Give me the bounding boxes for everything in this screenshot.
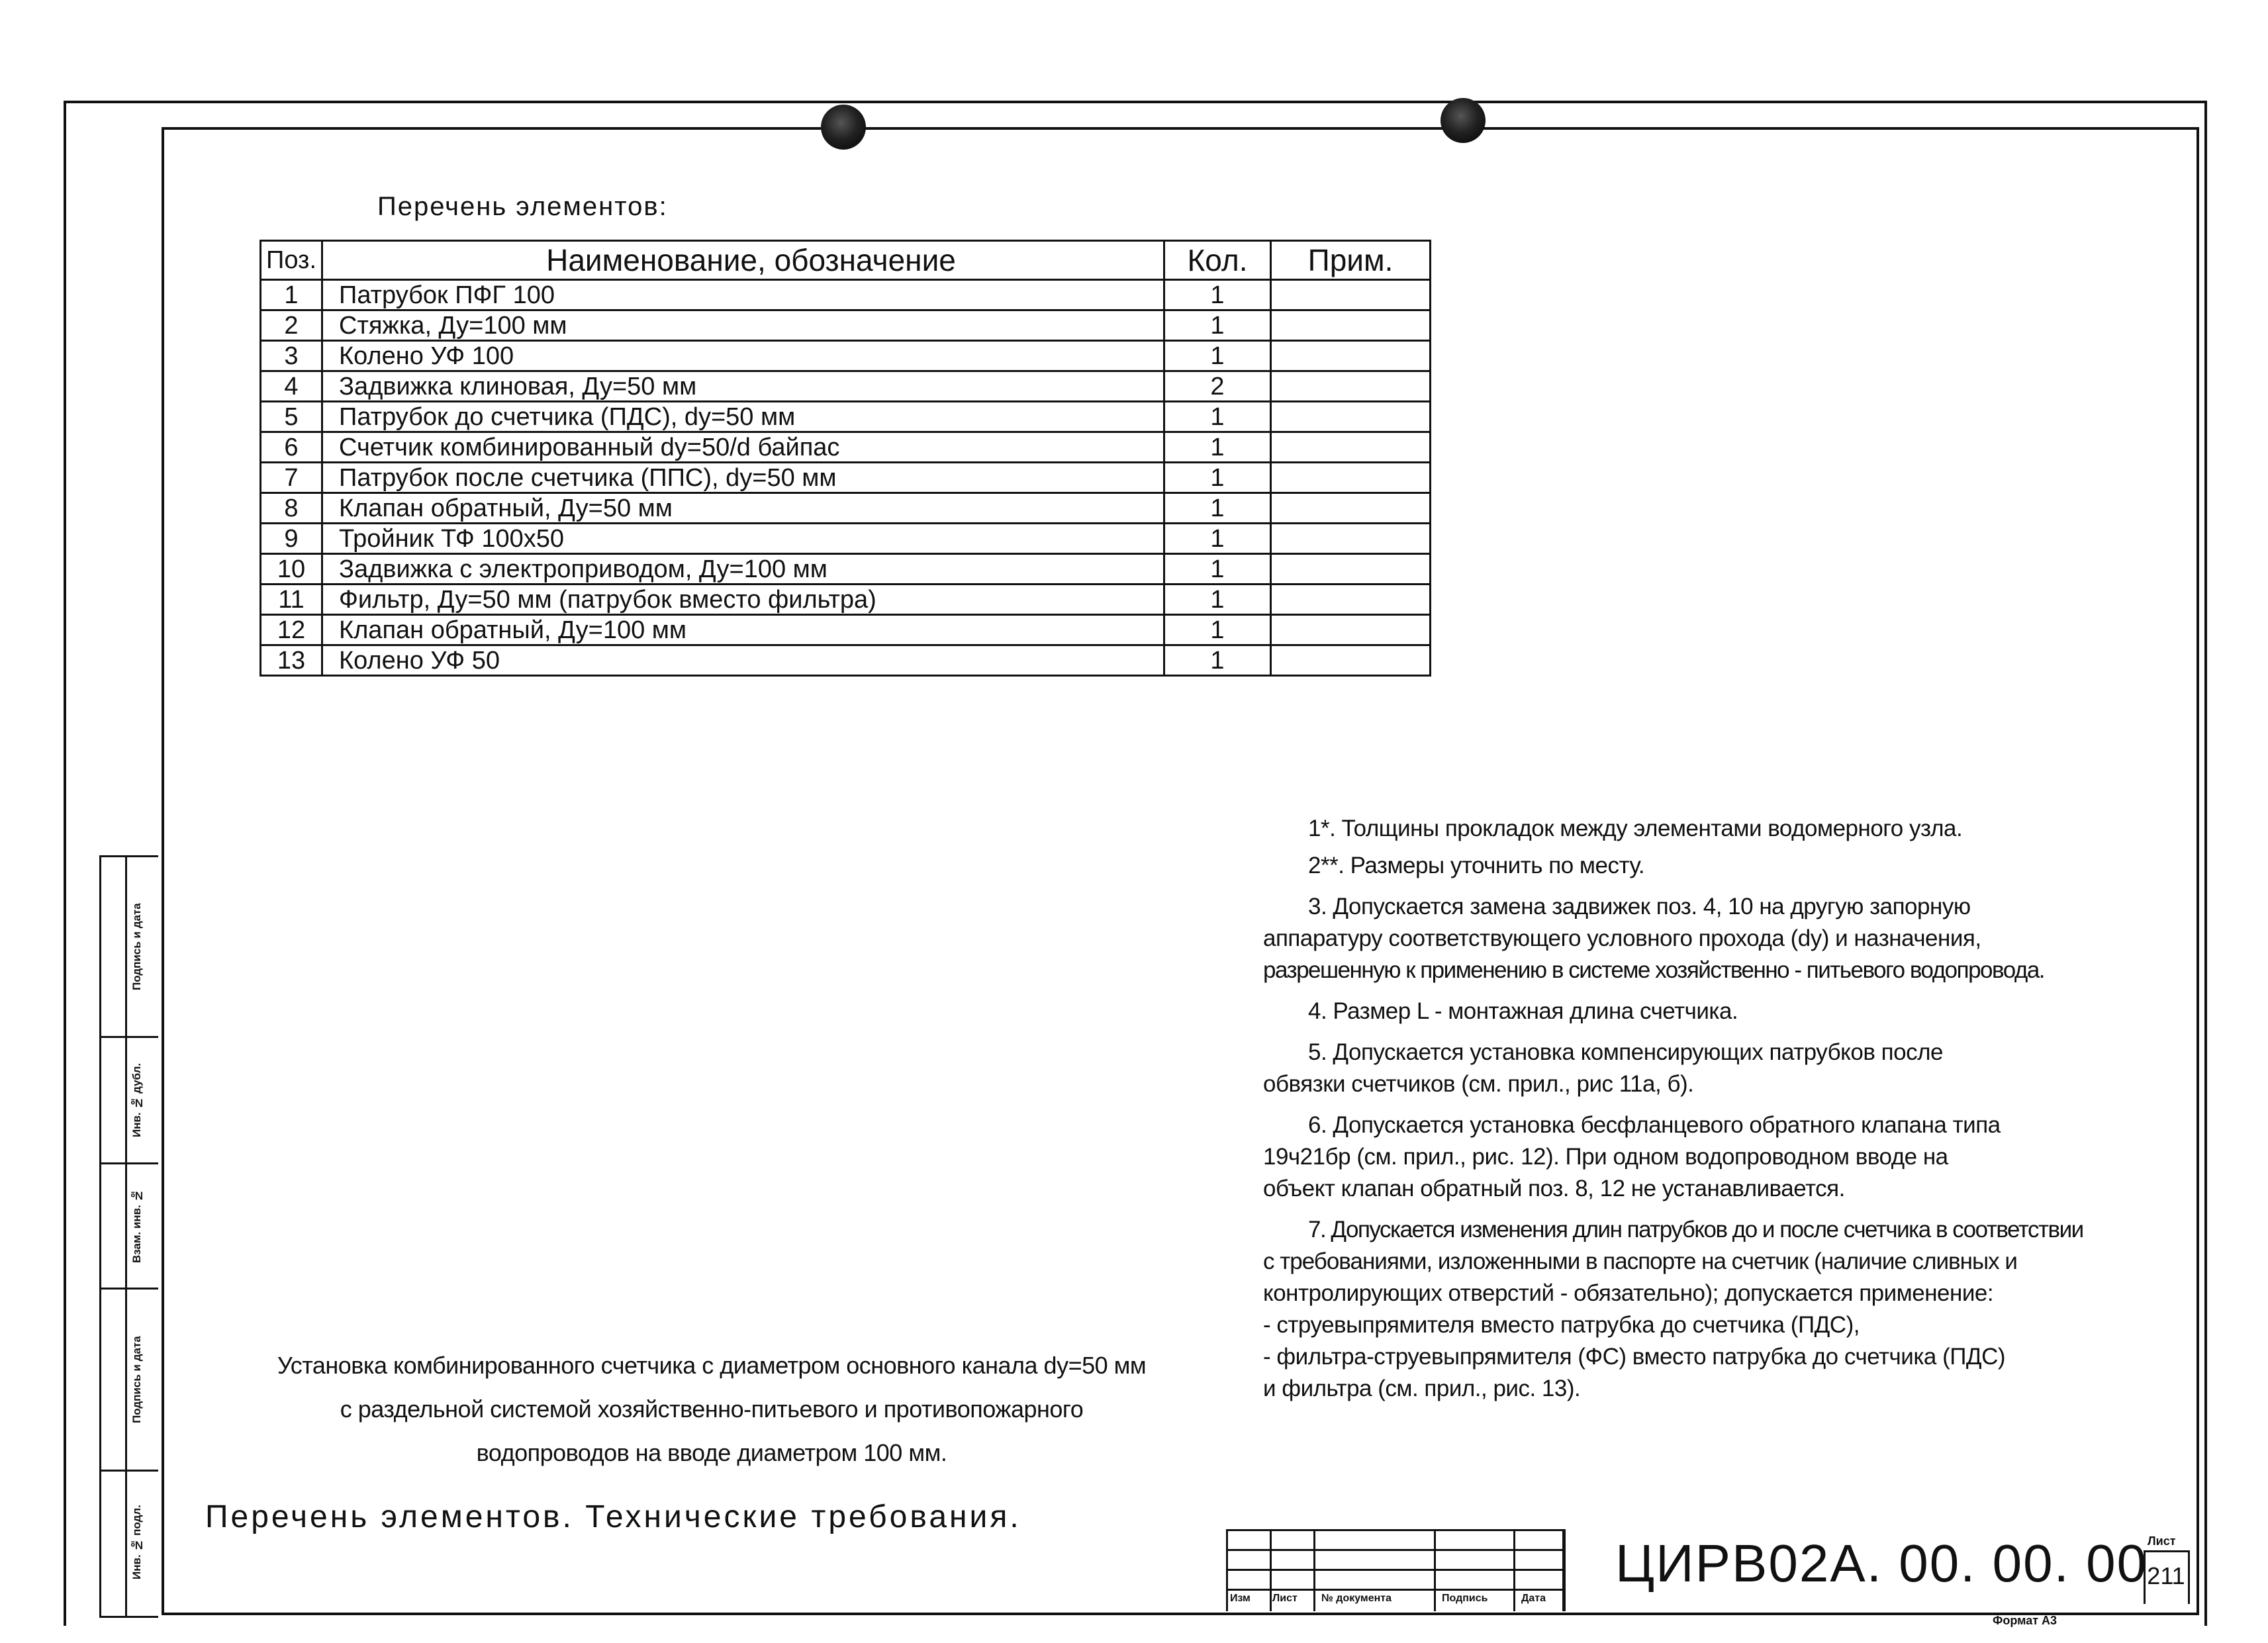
side-label-replace-inv: Взам. инв. № [130, 1189, 143, 1263]
table-row [261, 310, 1431, 341]
drawing-caption [199, 1344, 1225, 1475]
technical-requirements [1263, 813, 2177, 1414]
row-pos: 11 [261, 585, 322, 615]
row-name: Патрубок ПФГ 100 [322, 280, 1164, 310]
row-qty: 1 [1164, 524, 1271, 554]
sheet-label: Лист [2148, 1534, 2176, 1548]
title-block-divider [1564, 1529, 1566, 1611]
row-name: Колено УФ 50 [322, 645, 1164, 676]
elements-list-title: Перечень элементов: [377, 192, 668, 221]
row-name: Патрубок до счетчика (ПДС), dy=50 мм [322, 402, 1164, 432]
row-qty: 1 [1164, 493, 1271, 524]
requirement-7-line-5: - фильтра-струевыпрямителя (ФС) вместо патрубка до счетчика (ПДС) [1263, 1344, 2006, 1370]
title-block-revision-grid [1226, 1529, 1564, 1611]
row-note [1271, 554, 1431, 585]
row-note [1271, 310, 1431, 341]
requirement-6-line-1: 6. Допускается установка бесфланцевого обратного клапана типа [1308, 1112, 2001, 1138]
table-row [261, 585, 1431, 615]
row-pos: 2 [261, 310, 322, 341]
header-pos: Поз. [261, 241, 322, 280]
sheet-number: 211 [2147, 1562, 2185, 1589]
title-block-col-date: Дата [1521, 1593, 1546, 1604]
side-label-signature-date-bottom: Подпись и дата [130, 1336, 143, 1423]
row-qty: 1 [1164, 645, 1271, 676]
header-qty: Кол. [1164, 241, 1271, 280]
row-name: Фильтр, Ду=50 мм (патрубок вместо фильтра) [322, 585, 1164, 615]
row-name: Счетчик комбинированный dy=50/d байпас [322, 432, 1164, 463]
table-row [261, 341, 1431, 371]
table-row [261, 493, 1431, 524]
title-block-col-signature: Подпись [1442, 1593, 1488, 1604]
row-qty: 1 [1164, 310, 1271, 341]
row-pos: 12 [261, 615, 322, 645]
elements-table [260, 240, 1431, 677]
row-qty: 1 [1164, 585, 1271, 615]
title-block-col-document: № документа [1321, 1593, 1392, 1604]
requirement-3-line-3: разрешенную к применению в системе хозяйственно - питьевого водопровода. [1263, 957, 2045, 983]
requirement-6-line-3: объект клапан обратный поз. 8, 12 не устанавливается. [1263, 1176, 1845, 1201]
table-header-row [261, 241, 1431, 280]
row-note [1271, 341, 1431, 371]
requirement-7-line-2: с требованиями, изложенными в паспорте на счетчик (наличие сливных и [1263, 1248, 2017, 1274]
caption-line-1: Установка комбинированного счетчика с диаметром основного канала dy=50 мм [277, 1352, 1147, 1379]
row-name: Патрубок после счетчика (ППС), dy=50 мм [322, 463, 1164, 493]
requirement-3-line-2: аппаратуру соответствующего условного прохода (dy) и назначения, [1263, 925, 1981, 951]
binder-hole-left [821, 105, 866, 150]
row-note [1271, 524, 1431, 554]
document-code: ЦИРВ02А. 00. 00. 00 [1615, 1534, 2148, 1593]
row-qty: 1 [1164, 341, 1271, 371]
requirement-4: 4. Размер L - монтажная длина счетчика. [1308, 998, 1738, 1024]
table-row [261, 645, 1431, 676]
row-note [1271, 402, 1431, 432]
header-name: Наименование, обозначение [322, 241, 1164, 280]
row-qty: 1 [1164, 280, 1271, 310]
side-stamp-column [99, 855, 158, 1618]
row-pos: 7 [261, 463, 322, 493]
row-pos: 4 [261, 371, 322, 402]
row-note [1271, 615, 1431, 645]
side-label-signature-date-top: Подпись и дата [130, 903, 143, 990]
caption-line-3: водопроводов на вводе диаметром 100 мм. [476, 1439, 947, 1466]
title-block-col-sheet: Лист [1272, 1593, 1298, 1604]
side-label-inv-dup: Инв. № дубл. [130, 1062, 143, 1138]
row-name: Задвижка с электроприводом, Ду=100 мм [322, 554, 1164, 585]
table-row [261, 524, 1431, 554]
paper-format: Формат А3 [1993, 1614, 2057, 1627]
side-cell-inv-dup [101, 1038, 158, 1164]
row-name: Колено УФ 100 [322, 341, 1164, 371]
row-name: Клапан обратный, Ду=100 мм [322, 615, 1164, 645]
requirement-1: 1*. Толщины прокладок между элементами водомерного узла. [1308, 816, 1963, 841]
row-pos: 9 [261, 524, 322, 554]
requirement-7-line-6: и фильтра (см. прил., рис. 13). [1263, 1376, 1581, 1401]
row-pos: 1 [261, 280, 322, 310]
table-row [261, 280, 1431, 310]
row-note [1271, 493, 1431, 524]
row-note [1271, 432, 1431, 463]
caption-line-2: с раздельной системой хозяйственно-питьевого и противопожарного [340, 1395, 1084, 1423]
table-row [261, 554, 1431, 585]
requirement-7-line-4: - струевыпрямителя вместо патрубка до счетчика (ПДС), [1263, 1312, 1860, 1338]
row-qty: 1 [1164, 615, 1271, 645]
requirement-6-line-2: 19ч21бр (см. прил., рис. 12). При одном водопроводном вводе на [1263, 1144, 1948, 1170]
row-qty: 1 [1164, 402, 1271, 432]
row-qty: 1 [1164, 432, 1271, 463]
requirement-5-line-2: обвязки счетчиков (см. прил., рис 11а, б). [1263, 1071, 1694, 1097]
table-row [261, 463, 1431, 493]
row-note [1271, 280, 1431, 310]
row-note [1271, 371, 1431, 402]
row-qty: 1 [1164, 463, 1271, 493]
header-note: Прим. [1271, 241, 1431, 280]
row-pos: 3 [261, 341, 322, 371]
row-name: Задвижка клиновая, Ду=50 мм [322, 371, 1164, 402]
row-pos: 8 [261, 493, 322, 524]
row-name: Стяжка, Ду=100 мм [322, 310, 1164, 341]
row-qty: 2 [1164, 371, 1271, 402]
table-row [261, 615, 1431, 645]
requirement-7-line-1: 7. Допускается изменения длин патрубков до и после счетчика в соответствии [1308, 1217, 2083, 1243]
table-row [261, 432, 1431, 463]
row-note [1271, 585, 1431, 615]
row-note [1271, 463, 1431, 493]
row-pos: 13 [261, 645, 322, 676]
side-cell-inv-orig [101, 1472, 158, 1613]
table-row [261, 371, 1431, 402]
row-pos: 6 [261, 432, 322, 463]
side-cell-signature-bottom [101, 1290, 158, 1472]
row-pos: 10 [261, 554, 322, 585]
table-row [261, 402, 1431, 432]
requirement-5-line-1: 5. Допускается установка компенсирующих патрубков после [1308, 1039, 1943, 1065]
row-name: Тройник ТФ 100х50 [322, 524, 1164, 554]
side-cell-signature-top [101, 857, 158, 1038]
side-cell-replace-inv [101, 1164, 158, 1290]
sheet-title: Перечень элементов. Технические требования. [205, 1499, 1021, 1534]
row-note [1271, 645, 1431, 676]
row-name: Клапан обратный, Ду=50 мм [322, 493, 1164, 524]
requirement-3-line-1: 3. Допускается замена задвижек поз. 4, 10 на другую запорную [1308, 894, 1971, 919]
side-label-inv-orig: Инв. № подл. [130, 1505, 143, 1580]
row-qty: 1 [1164, 554, 1271, 585]
requirement-7-line-3: контролирующих отверстий - обязательно); допускается применение: [1263, 1280, 1994, 1306]
title-block-col-change: Изм [1230, 1593, 1251, 1604]
binder-hole-right [1441, 98, 1486, 143]
requirement-2: 2**. Размеры уточнить по месту. [1308, 853, 1645, 878]
row-pos: 5 [261, 402, 322, 432]
